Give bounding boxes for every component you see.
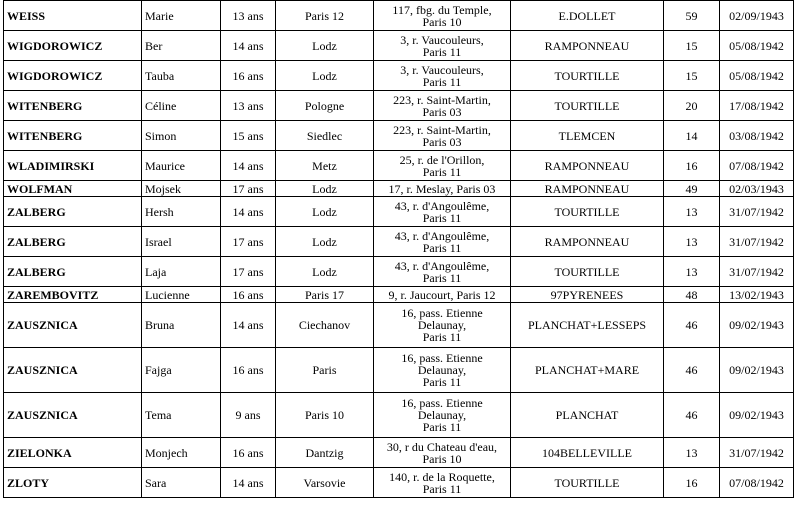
cell-nom: ZLOTY	[4, 468, 142, 498]
cell-adresse: 9, r. Jaucourt, Paris 12	[374, 287, 511, 303]
cell-adresse: 117, fbg. du Temple, Paris 10	[374, 1, 511, 31]
cell-lieu-naissance: Lodz	[276, 61, 374, 91]
cell-nom: WITENBERG	[4, 121, 142, 151]
cell-age: 16 ans	[221, 287, 276, 303]
cell-convoi: 46	[664, 348, 720, 393]
cell-date: 02/03/1943	[720, 181, 794, 197]
table-row	[4, 151, 794, 181]
cell-lieu-naissance: Pologne	[276, 91, 374, 121]
cell-ecole: TOURTILLE	[511, 61, 664, 91]
cell-lieu-naissance: Lodz	[276, 197, 374, 227]
cell-age: 16 ans	[221, 348, 276, 393]
cell-ecole: RAMPONNEAU	[511, 31, 664, 61]
cell-convoi: 16	[664, 468, 720, 498]
cell-prenom: Israel	[142, 227, 221, 257]
cell-date: 07/08/1942	[720, 468, 794, 498]
cell-age: 15 ans	[221, 121, 276, 151]
cell-age: 16 ans	[221, 61, 276, 91]
table-row	[4, 1, 794, 31]
cell-age: 13 ans	[221, 1, 276, 31]
cell-age: 14 ans	[221, 468, 276, 498]
cell-age: 17 ans	[221, 257, 276, 287]
cell-adresse: 17, r. Meslay, Paris 03	[374, 181, 511, 197]
cell-ecole: RAMPONNEAU	[511, 181, 664, 197]
cell-prenom: Lucienne	[142, 287, 221, 303]
cell-adresse: 223, r. Saint-Martin, Paris 03	[374, 91, 511, 121]
cell-adresse: 43, r. d'Angoulême, Paris 11	[374, 197, 511, 227]
cell-prenom: Maurice	[142, 151, 221, 181]
table-row	[4, 121, 794, 151]
cell-ecole: PLANCHAT	[511, 393, 664, 438]
cell-prenom: Marie	[142, 1, 221, 31]
cell-prenom: Bruna	[142, 303, 221, 348]
cell-convoi: 15	[664, 31, 720, 61]
cell-convoi: 48	[664, 287, 720, 303]
cell-adresse: 16, pass. Etienne Delaunay, Paris 11	[374, 393, 511, 438]
cell-convoi: 14	[664, 121, 720, 151]
cell-ecole: RAMPONNEAU	[511, 227, 664, 257]
cell-age: 9 ans	[221, 393, 276, 438]
cell-prenom: Tauba	[142, 61, 221, 91]
cell-convoi: 59	[664, 1, 720, 31]
cell-nom: ZALBERG	[4, 257, 142, 287]
cell-convoi: 46	[664, 303, 720, 348]
deportation-table	[3, 0, 794, 498]
cell-prenom: Fajga	[142, 348, 221, 393]
cell-prenom: Céline	[142, 91, 221, 121]
cell-age: 13 ans	[221, 91, 276, 121]
cell-lieu-naissance: Paris 17	[276, 287, 374, 303]
cell-nom: ZIELONKA	[4, 438, 142, 468]
cell-adresse: 3, r. Vaucouleurs, Paris 11	[374, 31, 511, 61]
cell-ecole: PLANCHAT+LESSEPS	[511, 303, 664, 348]
table-row	[4, 348, 794, 393]
table-row	[4, 91, 794, 121]
cell-nom: WIGDOROWICZ	[4, 61, 142, 91]
cell-adresse: 223, r. Saint-Martin, Paris 03	[374, 121, 511, 151]
cell-age: 14 ans	[221, 151, 276, 181]
cell-adresse: 25, r. de l'Orillon, Paris 11	[374, 151, 511, 181]
cell-adresse: 140, r. de la Roquette, Paris 11	[374, 468, 511, 498]
table-row	[4, 303, 794, 348]
cell-lieu-naissance: Metz	[276, 151, 374, 181]
cell-convoi: 16	[664, 151, 720, 181]
cell-nom: WLADIMIRSKI	[4, 151, 142, 181]
cell-ecole: 104BELLEVILLE	[511, 438, 664, 468]
cell-nom: ZAUSZNICA	[4, 303, 142, 348]
cell-nom: ZAUSZNICA	[4, 348, 142, 393]
table-row	[4, 61, 794, 91]
cell-ecole: TOURTILLE	[511, 91, 664, 121]
cell-lieu-naissance: Lodz	[276, 257, 374, 287]
cell-ecole: RAMPONNEAU	[511, 151, 664, 181]
cell-prenom: Monjech	[142, 438, 221, 468]
cell-date: 07/08/1942	[720, 151, 794, 181]
cell-convoi: 13	[664, 197, 720, 227]
cell-date: 05/08/1942	[720, 31, 794, 61]
cell-adresse: 3, r. Vaucouleurs, Paris 11	[374, 61, 511, 91]
cell-nom: ZAUSZNICA	[4, 393, 142, 438]
cell-lieu-naissance: Paris	[276, 348, 374, 393]
cell-adresse: 16, pass. Etienne Delaunay, Paris 11	[374, 348, 511, 393]
cell-ecole: 97PYRENEES	[511, 287, 664, 303]
cell-age: 14 ans	[221, 31, 276, 61]
cell-nom: ZALBERG	[4, 197, 142, 227]
cell-lieu-naissance: Varsovie	[276, 468, 374, 498]
cell-nom: ZALBERG	[4, 227, 142, 257]
cell-ecole: TOURTILLE	[511, 468, 664, 498]
cell-ecole: TOURTILLE	[511, 197, 664, 227]
table-row	[4, 287, 794, 303]
cell-ecole: E.DOLLET	[511, 1, 664, 31]
cell-ecole: PLANCHAT+MARE	[511, 348, 664, 393]
cell-adresse: 30, r du Chateau d'eau, Paris 10	[374, 438, 511, 468]
cell-date: 09/02/1943	[720, 393, 794, 438]
table-row	[4, 468, 794, 498]
table-row	[4, 257, 794, 287]
cell-date: 13/02/1943	[720, 287, 794, 303]
table-row	[4, 438, 794, 468]
table-body	[4, 1, 794, 498]
cell-lieu-naissance: Lodz	[276, 181, 374, 197]
cell-convoi: 20	[664, 91, 720, 121]
cell-lieu-naissance: Dantzig	[276, 438, 374, 468]
cell-lieu-naissance: Siedlec	[276, 121, 374, 151]
cell-prenom: Laja	[142, 257, 221, 287]
cell-convoi: 13	[664, 257, 720, 287]
cell-date: 31/07/1942	[720, 227, 794, 257]
cell-date: 17/08/1942	[720, 91, 794, 121]
cell-nom: WIGDOROWICZ	[4, 31, 142, 61]
cell-date: 31/07/1942	[720, 257, 794, 287]
cell-lieu-naissance: Lodz	[276, 227, 374, 257]
cell-age: 14 ans	[221, 197, 276, 227]
cell-date: 03/08/1942	[720, 121, 794, 151]
table-row	[4, 31, 794, 61]
cell-nom: WEISS	[4, 1, 142, 31]
cell-date: 09/02/1943	[720, 348, 794, 393]
cell-date: 09/02/1943	[720, 303, 794, 348]
cell-prenom: Ber	[142, 31, 221, 61]
cell-nom: ZAREMBOVITZ	[4, 287, 142, 303]
cell-prenom: Sara	[142, 468, 221, 498]
cell-nom: WOLFMAN	[4, 181, 142, 197]
cell-ecole: TOURTILLE	[511, 257, 664, 287]
cell-prenom: Mojsek	[142, 181, 221, 197]
cell-date: 05/08/1942	[720, 61, 794, 91]
cell-adresse: 43, r. d'Angoulême, Paris 11	[374, 257, 511, 287]
cell-age: 17 ans	[221, 227, 276, 257]
cell-age: 17 ans	[221, 181, 276, 197]
cell-prenom: Simon	[142, 121, 221, 151]
cell-lieu-naissance: Lodz	[276, 31, 374, 61]
table-row	[4, 181, 794, 197]
cell-convoi: 49	[664, 181, 720, 197]
table-row	[4, 227, 794, 257]
cell-convoi: 13	[664, 227, 720, 257]
cell-age: 14 ans	[221, 303, 276, 348]
cell-date: 31/07/1942	[720, 197, 794, 227]
cell-ecole: TLEMCEN	[511, 121, 664, 151]
table-row	[4, 197, 794, 227]
cell-convoi: 15	[664, 61, 720, 91]
cell-lieu-naissance: Ciechanov	[276, 303, 374, 348]
cell-lieu-naissance: Paris 10	[276, 393, 374, 438]
cell-prenom: Hersh	[142, 197, 221, 227]
cell-adresse: 43, r. d'Angoulême, Paris 11	[374, 227, 511, 257]
cell-lieu-naissance: Paris 12	[276, 1, 374, 31]
cell-convoi: 46	[664, 393, 720, 438]
cell-adresse: 16, pass. Etienne Delaunay, Paris 11	[374, 303, 511, 348]
cell-convoi: 13	[664, 438, 720, 468]
cell-age: 16 ans	[221, 438, 276, 468]
cell-prenom: Tema	[142, 393, 221, 438]
table-row	[4, 393, 794, 438]
cell-date: 31/07/1942	[720, 438, 794, 468]
cell-date: 02/09/1943	[720, 1, 794, 31]
cell-nom: WITENBERG	[4, 91, 142, 121]
